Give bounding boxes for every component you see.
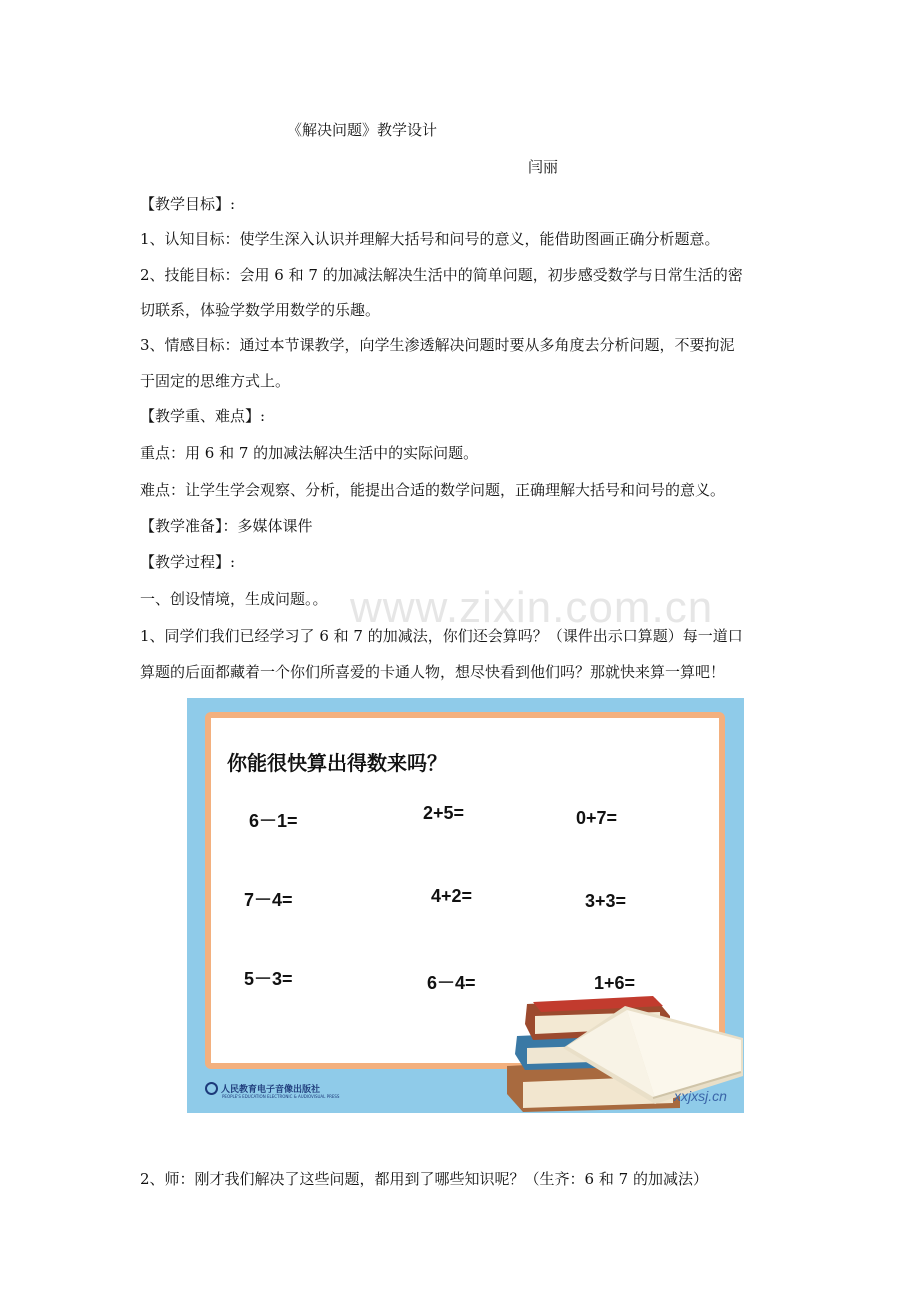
equation: 3+3= [585, 891, 627, 911]
publisher-logo [205, 1082, 340, 1099]
objective-cognitive: 1、认知目标：使学生深入认识并理解大括号和问号的意义，能借助图画正确分析题意。 [140, 230, 720, 248]
equation: 5－3= [244, 969, 293, 989]
heading-process: 【教学过程】: [140, 553, 236, 571]
heading-objectives: 【教学目标】: [140, 195, 236, 213]
publisher-name-en: PEOPLE'S EDUCATION ELECTRONIC & AUDIOVISUAL PRESS [222, 1094, 340, 1099]
objective-skill-cont: 切联系，体验学数学用数学的乐趣。 [140, 301, 381, 319]
difficult-point: 难点：让学生学会观察、分析，能提出合适的数学问题，正确理解大括号和问号的意义。 [140, 481, 726, 499]
document-title: 《解决问题》教学设计 [287, 121, 438, 139]
step-one-line2: 算题的后面都藏着一个你们所喜爱的卡通人物，想尽快看到他们吗？那就快来算一算吧！ [140, 663, 726, 681]
equation: 0+7= [576, 808, 618, 828]
publisher-emblem-icon [205, 1082, 218, 1095]
key-point: 重点：用 6 和 7 的加减法解决生活中的实际问题。 [140, 444, 479, 462]
equation: 6－4= [427, 973, 476, 993]
courseware-slide-image [187, 698, 744, 1113]
books-illustration [505, 898, 744, 1113]
step-two: 2、师：刚才我们解决了这些问题，都用到了哪些知识呢？（生齐：6 和 7 的加减法） [140, 1170, 708, 1188]
publisher-name: 人民教育电子音像出版社 [221, 1085, 321, 1095]
equation: 7－4= [244, 890, 293, 910]
objective-affective: 3、情感目标：通过本节课教学，向学生渗透解决问题时要从多角度去分析问题，不要拘泥 [140, 336, 735, 354]
slide-title: 你能很快算出得数来吗？ [227, 751, 447, 775]
site-watermark: xxjxsj.cn [674, 1088, 727, 1104]
objective-skill: 2、技能目标：会用 6 和 7 的加减法解决生活中的简单问题，初步感受数学与日常生活的密 [140, 266, 743, 284]
watermark: www.zixin.com.cn [350, 583, 714, 632]
equation: 4+2= [431, 886, 473, 906]
heading-key-points: 【教学重、难点】: [140, 407, 266, 425]
section-one-heading: 一、创设情境，生成问题。。 [140, 590, 328, 608]
objective-affective-cont: 于固定的思维方式上。 [140, 372, 291, 390]
equation: 2+5= [423, 803, 465, 823]
equation: 1+6= [594, 973, 636, 993]
equation: 6－1= [249, 811, 298, 831]
teaching-preparation: 【教学准备】：多媒体课件 [140, 517, 313, 535]
step-one-line1: 1、同学们我们已经学习了 6 和 7 的加减法，你们还会算吗？（课件出示口算题）每一道口 [140, 627, 743, 645]
author: 闫丽 [528, 158, 559, 176]
